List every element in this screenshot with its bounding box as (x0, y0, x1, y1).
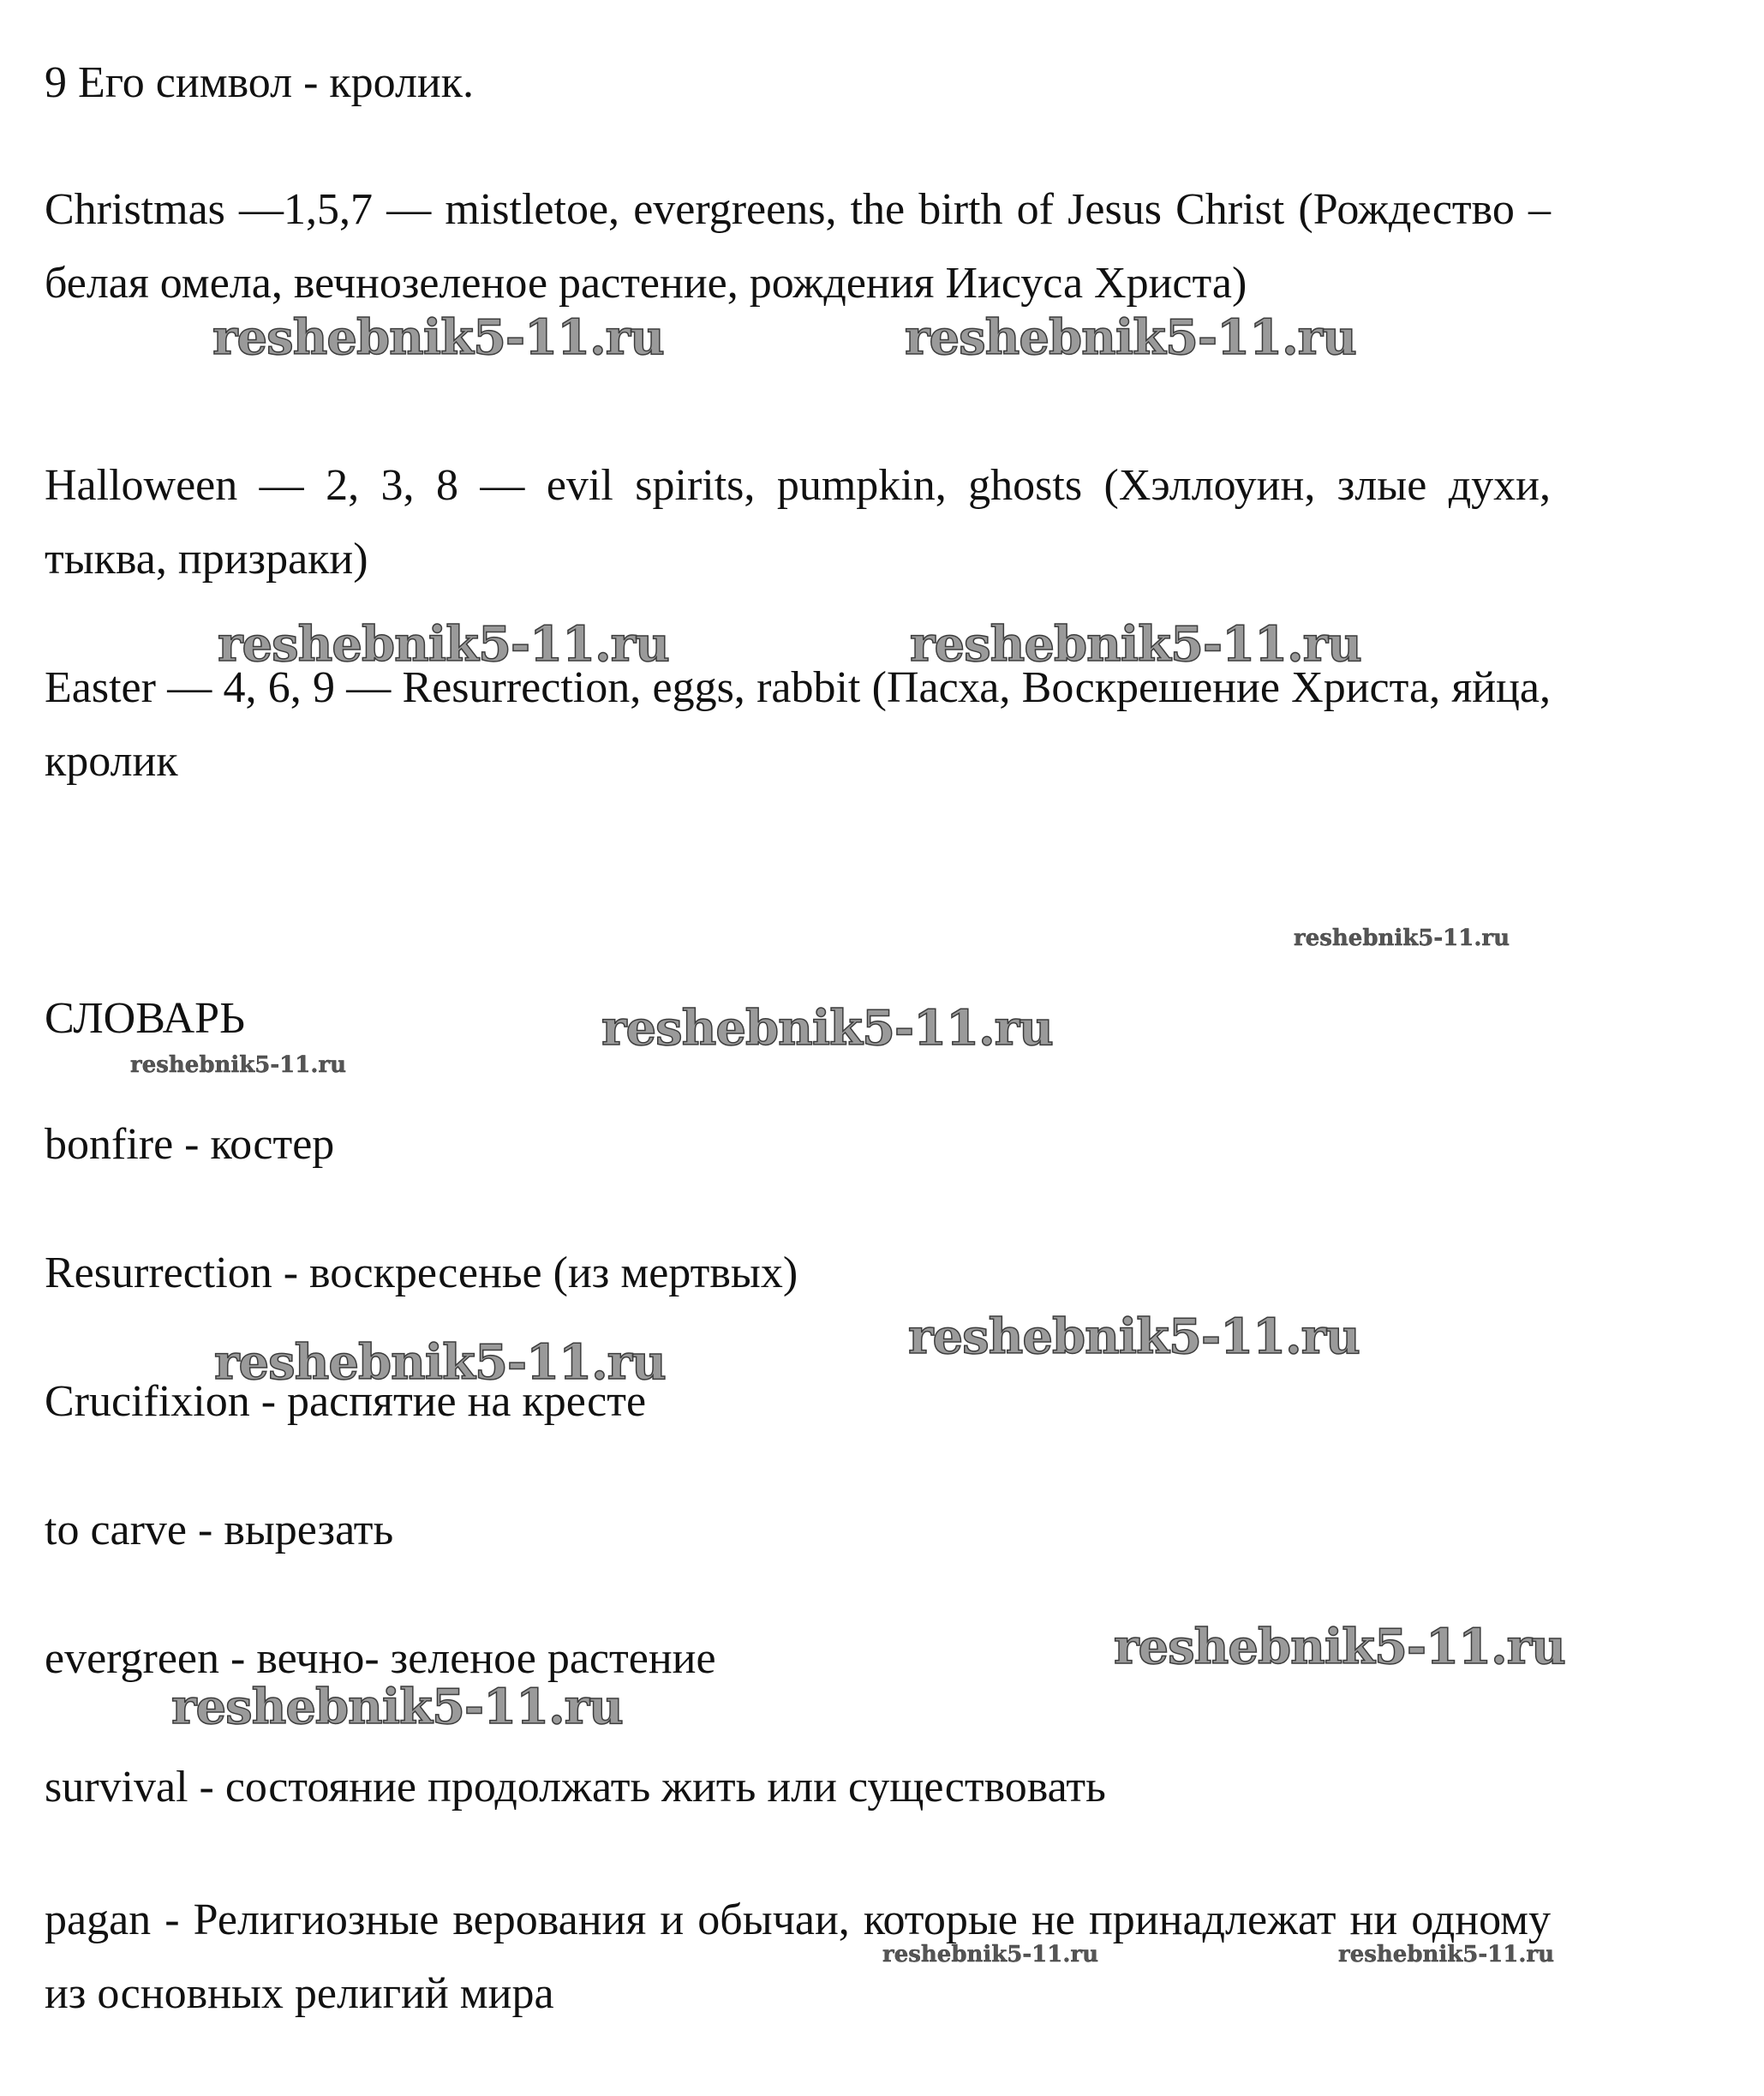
glossary-entry-evergreen: evergreen - вечно- зеленое растение (45, 1634, 716, 1683)
glossary-heading: СЛОВАРЬ (45, 994, 245, 1043)
glossary-entry-survival: survival - состояние продолжать жить или существовать (45, 1763, 1106, 1812)
watermark: reshebnik5-11.ru (905, 309, 1356, 366)
glossary-entry-carve: to carve - вырезать (45, 1506, 394, 1554)
glossary-entry-crucifixion: Crucifixion - распятие на кресте (45, 1377, 647, 1426)
glossary-entry-pagan: pagan - Религиозные верования и обычаи, которые не принадлежат ни одному из основных религий мира (45, 1895, 1551, 2018)
watermark: reshebnik5-11.ru (171, 1679, 623, 1735)
glossary-entry-resurrection: Resurrection - воскресенье (из мертвых) (45, 1249, 798, 1297)
watermark: reshebnik5-11.ru (130, 1052, 347, 1078)
holiday-christmas: Christmas —1,5,7 — mistletoe, evergreens, the birth of Jesus Christ (Рождество – белая омела, вечнозеленое растение, рождения Иисуса Христа) (45, 185, 1551, 308)
watermark: reshebnik5-11.ru (214, 1334, 666, 1391)
glossary-entry-bonfire: bonfire - костер (45, 1120, 335, 1169)
watermark: reshebnik5-11.ru (1114, 1619, 1565, 1675)
watermark: reshebnik5-11.ru (908, 1309, 1360, 1365)
holiday-halloween: Halloween — 2, 3, 8 — evil spirits, pumpkin, ghosts (Хэллоуин, злые духи, тыква, призраки) (45, 461, 1551, 584)
watermark: reshebnik5-11.ru (910, 616, 1361, 673)
watermark: reshebnik5-11.ru (601, 1000, 1053, 1057)
intro-line: 9 Его символ - кролик. (45, 58, 475, 107)
holiday-easter: Easter — 4, 6, 9 — Resurrection, eggs, rabbit (Пасха, Воскрешение Христа, яйца, кролик (45, 663, 1551, 786)
watermark: reshebnik5-11.ru (1294, 925, 1510, 951)
watermark: reshebnik5-11.ru (882, 1942, 1099, 1967)
watermark: reshebnik5-11.ru (218, 616, 669, 673)
watermark: reshebnik5-11.ru (1338, 1942, 1555, 1967)
watermark: reshebnik5-11.ru (212, 309, 664, 366)
